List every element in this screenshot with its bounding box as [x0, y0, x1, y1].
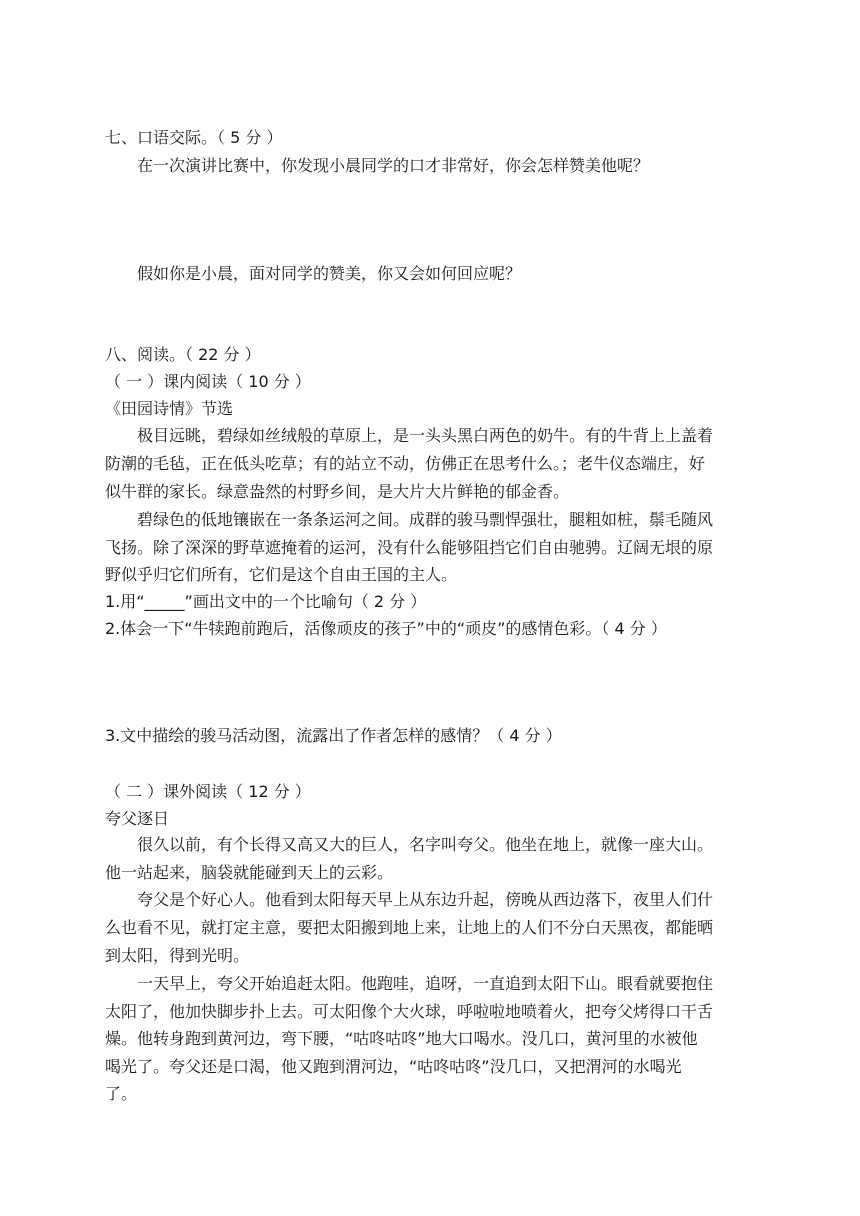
part1-question3: 3.文中描绘的骏马活动图，流露出了作者怎样的感情？（ 4 分 ）: [105, 726, 562, 745]
part1-title: 《田园诗情》节选: [105, 399, 234, 418]
section7-prompt1: 在一次演讲比赛中，你发现小晨同学的口才非常好，你会怎样赞美他呢？: [137, 156, 650, 175]
part1-question1: 1.用“_____”画出文中的一个比喻句（ 2 分 ）: [105, 592, 427, 611]
part1-para2-line3: 野似乎归它们所有，它们是这个自由王国的主人。: [105, 565, 458, 584]
part2-para3-line1: 一天早上，夸父开始追赶太阳。他跑哇，追呀，一直追到太阳下山。眼看就要抱住: [137, 974, 714, 993]
part1-para2-line1: 碧绿色的低地镶嵌在一条条运河之间。成群的骏马剽悍强壮，腿粗如桩，鬃毛随风: [137, 510, 714, 529]
part2-para2-line2: 么也看不见，就打定主意，要把太阳搬到地上来，让地上的人们不分白天黑夜，都能晒: [105, 918, 714, 937]
part1-para1-line2: 防潮的毛毡，正在低头吃草；有的站立不动，仿佛正在思考什么。；老牛仪态端庄，好: [105, 454, 706, 473]
part1-para1-line1: 极目远眺，碧绿如丝绒般的草原上，是一头头黑白两色的奶牛。有的牛背上上盖着: [137, 426, 714, 445]
part2-para3-line3: 燥。他转身跑到黄河边，弯下腰，“咕咚咕咚”地大口喝水。没几口，黄河里的水被他: [105, 1029, 698, 1048]
part2-para3-line2: 太阳了，他加快脚步扑上去。可太阳像个大火球，呼啦啦地喷着火，把夸父烤得口干舌: [105, 1002, 714, 1021]
part2-para3-line4: 喝光了。夸父还是口渴，他又跑到渭河边，“咕咚咕咚”没几口，又把渭河的水喝光: [105, 1057, 682, 1076]
part1-heading: （ 一 ）课内阅读（ 10 分 ）: [105, 372, 311, 391]
section7-prompt2: 假如你是小晨，面对同学的赞美，你又会如何回应呢？: [137, 264, 522, 283]
part2-heading: （ 二 ）课外阅读（ 12 分 ）: [105, 782, 311, 801]
part1-para2-line2: 飞扬。除了深深的野草遮掩着的运河，没有什么能够阻挡它们自由驰骋。辽阔无垠的原: [105, 538, 714, 557]
part1-para1-line3: 似牛群的家长。绿意盎然的村野乡间，是大片大片鲜艳的郁金香。: [105, 482, 570, 501]
part2-para3-line5: 了。: [105, 1084, 138, 1103]
part1-question2: 2.体会一下“牛犊跑前跑后，活像顽皮的孩子”中的“顽皮”的感情色彩。（ 4 分 ）: [105, 619, 667, 638]
section8-heading: 八、阅读。（ 22 分 ）: [105, 345, 261, 364]
part2-para1-line2: 他一站起来，脑袋就能碰到天上的云彩。: [105, 863, 394, 882]
section7-heading: 七、口语交际。（ 5 分 ）: [105, 128, 283, 147]
part2-title: 夸父逐日: [105, 809, 170, 828]
part2-para1-line1: 很久以前，有个长得又高又大的巨人，名字叫夸父。他坐在地上，就像一座大山。: [137, 835, 714, 854]
part2-para2-line1: 夸父是个好心人。他看到太阳每天早上从东边升起，傍晚从西边落下，夜里人们什: [137, 890, 714, 909]
part2-para2-line3: 到太阳，得到光明。: [105, 946, 250, 965]
